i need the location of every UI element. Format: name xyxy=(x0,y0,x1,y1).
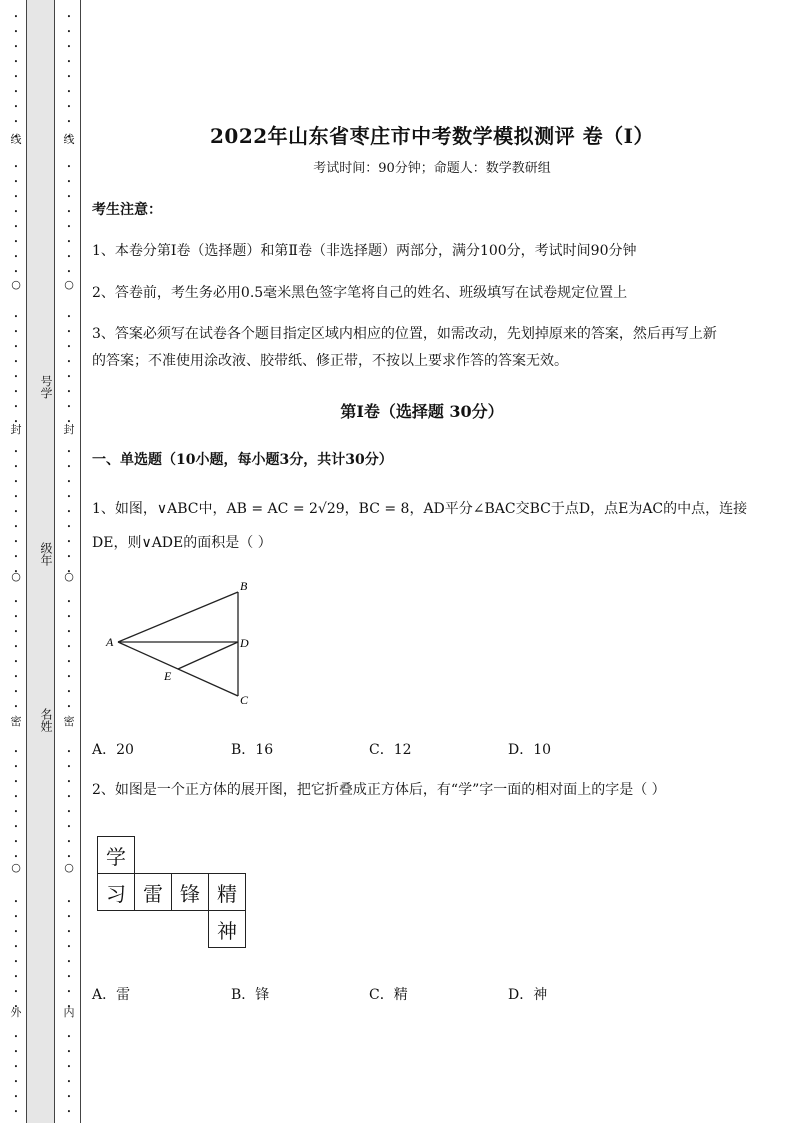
inner-margin-dot xyxy=(59,1030,79,1043)
inner-margin-dot xyxy=(59,190,79,203)
inner-margin-dot xyxy=(59,790,79,803)
inner-margin-dot xyxy=(59,340,79,353)
inner-margin-dot xyxy=(59,535,79,548)
outer-margin-label-4: ○ xyxy=(11,570,21,583)
inner-margin-label-7: 内 xyxy=(63,1006,75,1019)
inner-margin-dot xyxy=(59,205,79,218)
outer-margin-dot xyxy=(6,445,26,458)
outer-margin-dot xyxy=(6,835,26,848)
inner-margin-dot xyxy=(59,85,79,98)
inner-margin-dot xyxy=(59,655,79,668)
binding-margin xyxy=(0,0,84,1123)
inner-margin-dot xyxy=(59,175,79,188)
outer-margin-dot xyxy=(6,985,26,998)
outer-margin-label-7: 外 xyxy=(10,1006,22,1019)
inner-margin-dot xyxy=(59,940,79,953)
band-right-line xyxy=(54,0,55,1123)
inner-margin-dot xyxy=(59,40,79,53)
label-e: E xyxy=(164,669,172,683)
question-2-text: 2、如图是一个正方体的展开图，把它折叠成正方体后，有“学”字一面的相对面上的字是（ ） xyxy=(92,782,666,798)
inner-margin-dot xyxy=(59,355,79,368)
notice-item-3: 3、答案必须写在试卷各个题目指定区域内相应的位置，如需改动，先划掉原来的答案，然后再写上新 xyxy=(92,326,717,342)
part-heading: 一、单选题（10小题，每小题3分，共计30分） xyxy=(92,452,393,468)
net-cell-jing: 精 xyxy=(208,873,246,911)
outer-margin-dot xyxy=(6,235,26,248)
inner-margin-dot xyxy=(59,910,79,923)
inner-margin-dot xyxy=(59,895,79,908)
outer-margin-dot xyxy=(6,1090,26,1103)
inner-margin-dot xyxy=(59,700,79,713)
inner-margin-dot xyxy=(59,805,79,818)
inner-margin-dot xyxy=(59,370,79,383)
q2-option-b[interactable]: B．锋 xyxy=(231,987,270,1003)
outer-margin-dot xyxy=(6,505,26,518)
outer-margin-dot xyxy=(6,220,26,233)
inner-margin-dot xyxy=(59,460,79,473)
outer-margin-dot xyxy=(6,265,26,278)
outer-margin-dot xyxy=(6,640,26,653)
outer-margin-dot xyxy=(6,475,26,488)
inner-margin-dot xyxy=(59,55,79,68)
outer-margin-dot xyxy=(6,655,26,668)
q2-option-d[interactable]: D．神 xyxy=(508,987,548,1003)
inner-margin-dot xyxy=(59,310,79,323)
label-b: B xyxy=(240,579,248,593)
outer-margin-dot xyxy=(6,100,26,113)
outer-margin-dot xyxy=(6,910,26,923)
notice-item-1: 1、本卷分第Ⅰ卷（选择题）和第Ⅱ卷（非选择题）两部分，满分100分，考试时间90分钟 xyxy=(92,243,637,259)
inner-margin-dot xyxy=(59,1060,79,1073)
exam-title: 2022年山东省枣庄市中考数学模拟测评 卷（Ⅰ） xyxy=(210,124,654,148)
outer-margin-dot xyxy=(6,775,26,788)
inner-margin-label-1: 线 xyxy=(63,133,75,146)
inner-margin-dot xyxy=(59,925,79,938)
inner-margin-dot xyxy=(59,640,79,653)
inner-margin-dot xyxy=(59,490,79,503)
outer-margin-dot xyxy=(6,460,26,473)
inner-margin-dot xyxy=(59,1045,79,1058)
outer-margin-dot xyxy=(6,1060,26,1073)
section-title: 第Ⅰ卷（选择题 30分） xyxy=(340,402,504,421)
outer-margin-dot xyxy=(6,40,26,53)
inner-margin-label-4: ○ xyxy=(64,570,74,583)
inner-margin-dot xyxy=(59,445,79,458)
inner-margin-dot xyxy=(59,70,79,83)
outer-margin-dot xyxy=(6,115,26,128)
outer-margin-dot xyxy=(6,610,26,623)
q1-option-a[interactable]: A．20 xyxy=(92,742,134,758)
q1-option-d[interactable]: D．10 xyxy=(508,742,552,758)
inner-margin-dot xyxy=(59,985,79,998)
outer-margin-label-3: 封 xyxy=(10,423,22,436)
outer-margin-dot xyxy=(6,535,26,548)
outer-margin-dot xyxy=(6,805,26,818)
inner-margin-dot xyxy=(59,760,79,773)
outer-margin-dot xyxy=(6,85,26,98)
inner-margin-dot xyxy=(59,220,79,233)
outer-margin-dot xyxy=(6,175,26,188)
segment-de xyxy=(178,642,238,669)
net-cell-xue: 学 xyxy=(97,836,135,874)
outer-margin-dot xyxy=(6,205,26,218)
q2-option-c[interactable]: C．精 xyxy=(369,987,408,1003)
outer-margin-dot xyxy=(6,1030,26,1043)
inner-margin-dot xyxy=(59,970,79,983)
outer-margin-dot xyxy=(6,895,26,908)
inner-margin-dot xyxy=(59,625,79,638)
segment-ab xyxy=(118,592,238,642)
outer-margin-dot xyxy=(6,700,26,713)
inner-margin-dot xyxy=(59,265,79,278)
outer-margin-dot xyxy=(6,760,26,773)
inner-margin-label-6: ○ xyxy=(64,861,74,874)
inner-margin-dot xyxy=(59,670,79,683)
inner-margin-label-2: ○ xyxy=(64,278,74,291)
inner-edge-line xyxy=(80,0,81,1123)
outer-margin-dot xyxy=(6,340,26,353)
net-cell-feng: 锋 xyxy=(171,873,209,911)
outer-margin-label-6: ○ xyxy=(11,861,21,874)
inner-margin-dot xyxy=(59,250,79,263)
q2-option-a[interactable]: A．雷 xyxy=(92,987,131,1003)
outer-margin-dot xyxy=(6,790,26,803)
inner-margin-dot xyxy=(59,160,79,173)
q1-option-c[interactable]: C．12 xyxy=(369,742,412,758)
label-c: C xyxy=(240,693,249,707)
outer-margin-dot xyxy=(6,400,26,413)
outer-margin-dot xyxy=(6,670,26,683)
exam-subtitle: 考试时间：90分钟；命题人：数学教研组 xyxy=(313,161,551,176)
inner-margin-label-5: 密 xyxy=(63,715,75,728)
inner-margin-dot xyxy=(59,955,79,968)
outer-margin-dot xyxy=(6,250,26,263)
notice-item-3-cont: 的答案；不准使用涂改液、胶带纸、修正带，不按以上要求作答的答案无效。 xyxy=(92,353,568,369)
inner-margin-dot xyxy=(59,1075,79,1088)
question-1-text-cont: DE，则∨ADE的面积是（ ） xyxy=(92,535,272,551)
outer-margin-dot xyxy=(6,490,26,503)
name-label: 名姓 xyxy=(39,708,53,732)
inner-margin-dot xyxy=(59,475,79,488)
outer-margin-dot xyxy=(6,940,26,953)
outer-margin-label-5: 密 xyxy=(10,715,22,728)
outer-margin-dot xyxy=(6,355,26,368)
inner-margin-dot xyxy=(59,115,79,128)
net-cell-shen: 神 xyxy=(208,910,246,948)
outer-margin-dot xyxy=(6,1075,26,1088)
outer-margin-label-1: 线 xyxy=(10,133,22,146)
label-a: A xyxy=(106,635,114,649)
inner-margin-dot xyxy=(59,100,79,113)
outer-margin-dot xyxy=(6,190,26,203)
inner-margin-dot xyxy=(59,775,79,788)
notice-item-2: 2、答卷前，考生务必用0.5毫米黑色签字笔将自己的姓名、班级填写在试卷规定位置上 xyxy=(92,285,628,301)
outer-margin-dot xyxy=(6,955,26,968)
outer-margin-dot xyxy=(6,70,26,83)
inner-margin-dot xyxy=(59,25,79,38)
outer-margin-dot xyxy=(6,1105,26,1118)
outer-margin-dot xyxy=(6,25,26,38)
inner-margin-dot xyxy=(59,400,79,413)
grade-label: 级年 xyxy=(39,542,53,566)
inner-margin-dot xyxy=(59,835,79,848)
outer-margin-dot xyxy=(6,325,26,338)
inner-margin-dot xyxy=(59,235,79,248)
inner-margin-dot xyxy=(59,1105,79,1118)
inner-margin-dot xyxy=(59,595,79,608)
inner-margin-dot xyxy=(59,325,79,338)
q1-option-b[interactable]: B．16 xyxy=(231,742,274,758)
outer-margin-dot xyxy=(6,820,26,833)
outer-margin-dot xyxy=(6,625,26,638)
inner-margin-dot xyxy=(59,685,79,698)
outer-margin-label-2: ○ xyxy=(11,278,21,291)
triangle-figure xyxy=(100,578,270,710)
outer-margin-dot xyxy=(6,970,26,983)
net-cell-lei: 雷 xyxy=(134,873,172,911)
outer-margin-dot xyxy=(6,55,26,68)
notice-heading: 考生注意： xyxy=(92,202,162,218)
outer-margin-dot xyxy=(6,595,26,608)
label-d: D xyxy=(240,636,249,650)
outer-margin-dot xyxy=(6,550,26,563)
outer-margin-dot xyxy=(6,160,26,173)
inner-margin-label-3: 封 xyxy=(63,423,75,436)
inner-margin-dot xyxy=(59,745,79,758)
inner-margin-dot xyxy=(59,10,79,23)
outer-margin-dot xyxy=(6,310,26,323)
outer-margin-dot xyxy=(6,520,26,533)
outer-margin-dot xyxy=(6,925,26,938)
inner-margin-dot xyxy=(59,385,79,398)
inner-dotted-cut-line xyxy=(59,0,79,1123)
outer-margin-dot xyxy=(6,745,26,758)
outer-margin-dot xyxy=(6,1045,26,1058)
outer-margin-dot xyxy=(6,10,26,23)
question-1-text: 1、如图，∨ABC中，AB = AC = 2√29，BC = 8，AD平分∠BAC交BC于点D，点E为AC的中点，连接 xyxy=(92,501,748,517)
inner-margin-dot xyxy=(59,520,79,533)
inner-margin-dot xyxy=(59,1090,79,1103)
inner-margin-dot xyxy=(59,820,79,833)
outer-margin-dot xyxy=(6,685,26,698)
net-cell-xi: 习 xyxy=(97,873,135,911)
outer-dotted-cut-line xyxy=(6,0,26,1123)
student-number-label: 号学 xyxy=(39,375,53,399)
inner-margin-dot xyxy=(59,505,79,518)
outer-margin-dot xyxy=(6,385,26,398)
inner-margin-dot xyxy=(59,610,79,623)
inner-margin-dot xyxy=(59,550,79,563)
outer-margin-dot xyxy=(6,370,26,383)
